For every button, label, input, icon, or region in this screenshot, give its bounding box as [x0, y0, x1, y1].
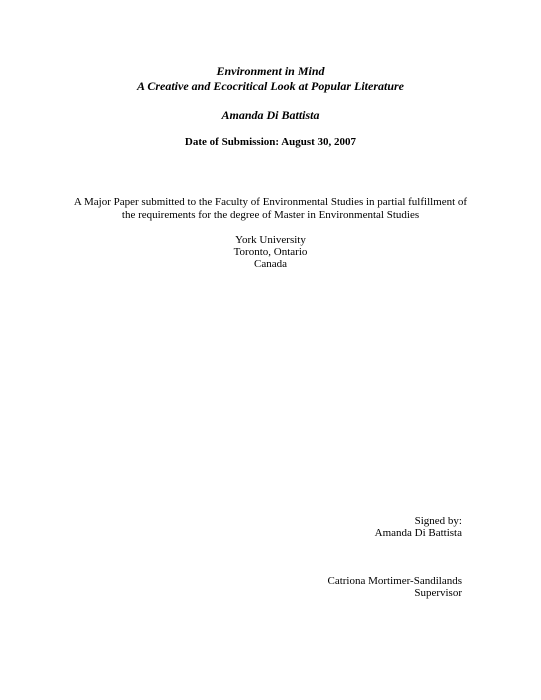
submission-date: Date of Submission: August 30, 2007: [184, 136, 357, 148]
author-name: Amanda Di Battista: [221, 108, 320, 122]
student-signature-name: Amanda Di Battista: [374, 527, 462, 539]
supervisor-name: Catriona Mortimer-Sandilands: [327, 575, 462, 587]
signed-by-label: Signed by:: [414, 515, 462, 527]
institution-name: York University: [235, 234, 306, 246]
supervisor-label: Supervisor: [414, 587, 462, 599]
document-title: Environment in Mind: [216, 64, 325, 78]
statement-line-1: A Major Paper submitted to the Faculty of Environmental Studies in partial fulfillment of: [73, 196, 468, 208]
institution-country: Canada: [254, 258, 287, 270]
statement-line-2: the requirements for the degree of Master in Environmental Studies: [121, 209, 420, 221]
document-subtitle: A Creative and Ecocritical Look at Popular Literature: [137, 79, 404, 93]
institution-city: Toronto, Ontario: [233, 246, 308, 258]
